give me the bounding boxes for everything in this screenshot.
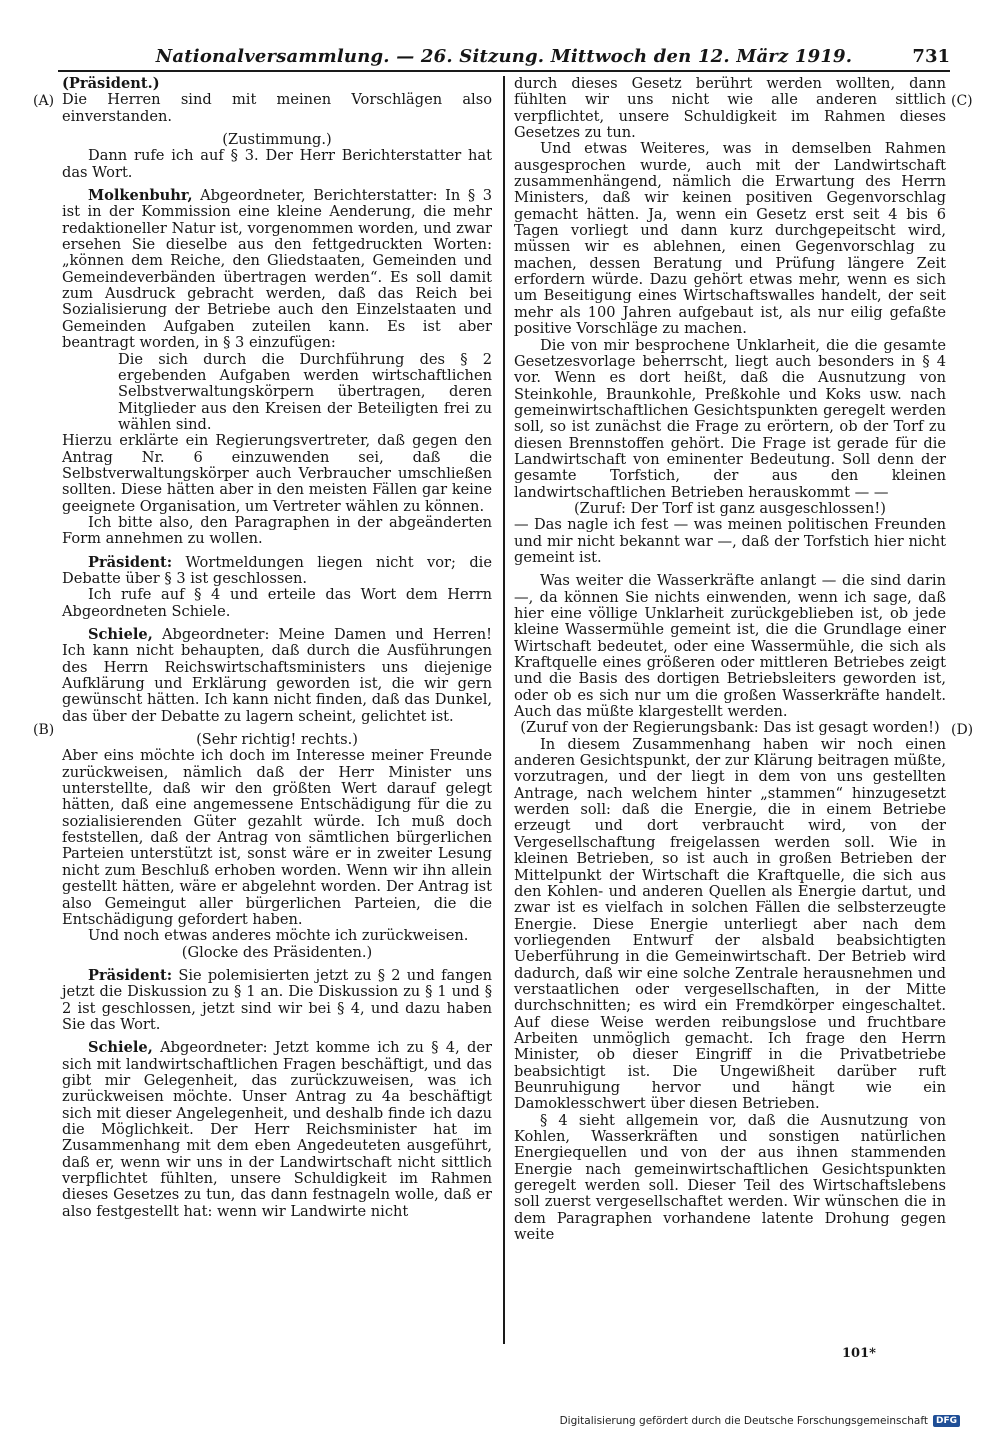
paragraph: In diesem Zusammenhang haben wir noch einen anderen Gesichtspunkt, der zur Klärung beitragen müßte, vorzutragen, und der liegt in dem von uns gestellten Antrage, nach welchem hinter „stammen“ hinzugesetzt werden soll: daß die Energie, die in einem Betriebe erzeugt und dort verbraucht wird, von der Vergesellschaftung freigelassen werden soll. Wie in kleinen Betrieben, so ist auch in großen Betrieben der Mittelpunkt der Wirtschaft die Kraftquelle, die sich aus den Kohlen- und anderen Quellen als Energie dartut, und zwar ist es vielfach in solchen Fällen die selbsterzeugte Energie. Diese Energie unterliegt aber nach dem vorliegenden Entwurf der alsbald beabsichtigten Ueberführung in die Gemeinwirtschaft. Der Betrieb wird dadurch, daß wir eine solche Zentrale herausnehmen und verstaatlichen oder vergesellschaften, in der Mitte durchschnitten; es wird ein Fremdkörper eingeschaltet. Auf diese Weise werden reibungslose und fruchtbare Arbeiten unmöglich gemacht. Ich frage den Herrn Minister, ob dieser Eingriff in die Privatbetriebe beabsichtigt ist. Die Ungewißheit darüber ruft Beunruhigung hervor und hängt wie ein Damoklesschwert über diesen Betrieben. [514,735,946,1113]
paragraph: Dann rufe ich auf § 3. Der Herr Berichterstatter hat das Wort. [62,147,492,181]
interjection: (Sehr richtig! rechts.) [196,731,358,749]
column-divider [503,76,505,1344]
margin-marker-d: (D) [951,722,974,738]
paragraph: Die Herren sind mit meinen Vorschlägen also einverstanden. [62,91,492,125]
speech-paragraph [62,188,492,351]
footer-text: Digitalisierung gefördert durch die Deutsche Forschungsgemeinschaft [559,1415,928,1427]
speech-paragraph [62,555,492,588]
speaker-name: Schiele, [88,626,153,643]
page-number: 731 [912,46,950,67]
paragraph: Und noch etwas anderes möchte ich zurückweisen. [88,927,469,945]
paragraph: Und etwas Weiteres, was in demselben Rahmen ausgesprochen wurde, auch mit der Landwirtschaft zusammenhängend, nämlich die Erwartung des Herrn Ministers, daß wir keinen positiven Gegenvorschlag gemacht hätten. Ja, wenn ein Gesetz erst seit 4 bis 6 Tagen vorliegt und dann kurz durchgepeitscht wird, müssen wir es ablehnen, einen Gegenvorschlag zu machen, dessen Beratung und Prüfung längere Zeit erfordern würde. Dazu gehört etwas mehr, wenn es sich um Beseitigung eines Wirtschaftswalles handelt, der seit mehr als 100 Jahren aufgebaut ist, als nur eilig gefaßte positive Vorschläge zu machen. [514,140,946,338]
speaker-name: Schiele, [88,1039,153,1057]
paragraph: § 4 sieht allgemein vor, daß die Ausnutzung von Kohlen, Wasserkräften und sonstigen natürlichen Energiequellen und von der aus ihnen stammenden Energie nach gemeinwirtschaftlichen Gesichtspunkten geregelt werden soll. Dieser Teil des Wirtschaftslebens soll zuerst vergesellschaftet werden. Wir wünschen die in dem Paragraphen vorhandene latente Drohung gegen weite [514,1111,946,1244]
speech-text: Abgeordneter: Jetzt komme ich zu § 4, der sich mit landwirtschaftlichen Fragen beschäftigt, und das gibt mir Gelegenheit, das zurückzuweisen, was ich zurückweisen möchte. Unser Antrag zu 4a beschäftigt sich mit dieser Angelegenheit, und deshalb finde ich dazu die Möglichkeit. Der Herr Reichsminister hat im Zusammenhang mit dem eben Angedeuteten ausgeführt, daß er, wenn wir uns in der Landwirtschaft nicht sittlich verpflichtet fühlten, unsere Schuldigkeit im Rahmen dieses Gesetzes zu tun, das dann festnageln wolle, daß er also festgestellt hat: wenn wir Landwirte nicht [62,1039,492,1220]
running-header [58,40,950,72]
speech-text: Sie polemisierten jetzt zu § 2 und fangen jetzt die Diskussion zu § 1 an. Die Diskussion zu § 1 und § 2 ist geschlossen, jetzt sind wir bei § 4, und dazu haben Sie das Wort. [62,966,492,1033]
paragraph: Ich rufe auf § 4 und erteile das Wort dem Herrn Abgeordneten Schiele. [62,586,492,620]
speech-paragraph [62,1040,492,1220]
interjection: (Zuruf von der Regierungsbank: Das ist gesagt worden!) [520,719,940,737]
digitization-footer [560,1415,960,1427]
speech-text: Wortmeldungen liegen nicht vor; die Debatte über § 3 ist geschlossen. [62,553,492,587]
sheet-signature: 101* [842,1346,876,1361]
speaker-name: Präsident: [88,553,173,571]
interjection: (Zustimmung.) [222,131,332,149]
interjection: (Zuruf: Der Torf ist ganz ausgeschlossen!) [573,499,886,517]
margin-marker-a: (A) [33,93,55,109]
paragraph: Was weiter die Wasserkräfte anlangt — die sind darin —, da können Sie nichts einwenden, wenn ich sage, daß hier eine völlige Unklarheit zurückgeblieben ist, ob jede kleine Wassermühle gemeint ist, die die Grundlage einer Wirtschaft bedeutet, oder eine Wassermühle, die sich als Kraftquelle eines größeren oder mittleren Betriebes zeigt und die Basis des dortigen Betriebsleiters geworden ist, oder ob es sich nur um die großen Wasserkräfte handelt. Auch das müßte klargestellt werden. [514,572,946,721]
running-title: Nationalversammlung. — 26. Sitzung. Mittwoch den 12. März 1919. [155,46,853,67]
paragraph: Aber eins möchte ich doch im Interesse meiner Freunde zurückweisen, nämlich daß der Herr Minister uns unterstellte, daß wir den größten Wert darauf gelegt hätten, daß eine angemessene Entschädigung für die zu sozialisierenden Güter gezahlt würde. Ich muß doch feststellen, daß der Antrag von sämtlichen bürgerlichen Parteien unterstützt ist, sonst wäre er in zweiter Lesung nicht zum Beschluß erhoben worden. Wenn wir ihn allein gestellt hätten, wäre er abgelehnt worden. Der Antrag ist also Gemeingut aller bürgerlichen Parteien, die die Entschädigung gefordert haben. [62,747,492,928]
speaker-note: (Präsident.) [62,75,160,92]
paragraph: Die von mir besprochene Unklarheit, die die gesamte Gesetzesvorlage beherrscht, liegt auch besonders in § 4 vor. Wenn es dort heißt, daß die Ausnutzung von Steinkohle, Braunkohle, Preßkohle und Koks usw. nach gemeinwirtschaftlichen Gesichtspunkten geregelt werden soll, so ist zunächst die Frage zu erörtern, ob der Torf zu diesen Brennstoffen gehört. Die Frage ist gerade für die Landwirtschaft von eminenter Bedeutung. Soll denn der gesamte Torfstich, der aus den kleinen landwirtschaftlichen Betrieben herauskommt — — [514,336,946,501]
left-column [62,76,492,1362]
paragraph: — Das nagle ich fest — was meinen politischen Freunden und mir nicht bekannt war —, daß der Torfstich hier nicht gemeint ist. [514,516,946,566]
margin-marker-c: (C) [951,93,973,109]
paragraph: durch dieses Gesetz berührt werden wollten, dann fühlten wir uns nicht wie alle anderen sittlich verpflichtet, unsere Schuldigkeit im Rahmen dieses Gesetzes zu tun. [514,75,946,142]
margin-marker-b: (B) [33,722,55,738]
speech-paragraph [62,627,492,725]
speaker-name: Präsident: [88,966,173,984]
paragraph: Hierzu erklärte ein Regierungsvertreter, daß gegen den Antrag Nr. 6 einzuwenden sei, daß die Selbstverwaltungskörper auch Verbraucher umschließen sollten. Diese hätten aber in den meisten Fällen gar keine geeignete Organisation, um Vertreter wählen zu können. [62,432,492,515]
speech-text: Abgeordneter: Meine Damen und Herren! Ich kann nicht behaupten, daß durch die Ausführungen des Herrn Reichswirtschaftsministers uns diejenige Aufklärung und Erklärung geworden ist, die wir gern gewünscht hätten. Ich kann nicht finden, daß das Dunkel, das über der Debatte zu lagern scheint, gelichtet ist. [62,626,492,725]
quoted-amendment: Die sich durch die Durchführung des § 2 ergebenden Aufgaben werden wirtschaftlichen Selbstverwaltungskörpern übertragen, deren Mitglieder aus den Kreisen der Beteiligten frei zu wählen sind. [118,350,492,433]
speaker-name: Molkenbuhr, [88,187,193,205]
speech-text: Abgeordneter, Berichterstatter: In § 3 ist in der Kommission eine kleine Aenderung, die mehr redaktioneller Natur ist, vorgenommen worden, und zwar ersehen Sie dieselbe aus den fettgedruckten Worten: „können dem Reiche, den Gliedstaaten, Gemeinden und Gemeindeverbänden übertragen werden“. Es soll damit zum Ausdruck gebracht werden, daß das Reich bei Sozialisierung der Betriebe auch den Einzelstaaten und Gemeinden Aufgaben zuteilen kann. Es ist aber beantragt worden, in § 3 einzufügen: [62,187,492,352]
paragraph: Ich bitte also, den Paragraphen in der abgeänderten Form annehmen zu wollen. [62,513,492,548]
right-column [514,76,946,1362]
interjection: (Glocke des Präsidenten.) [181,943,373,961]
dfg-logo: DFG [933,1415,960,1427]
speech-paragraph [62,968,492,1033]
